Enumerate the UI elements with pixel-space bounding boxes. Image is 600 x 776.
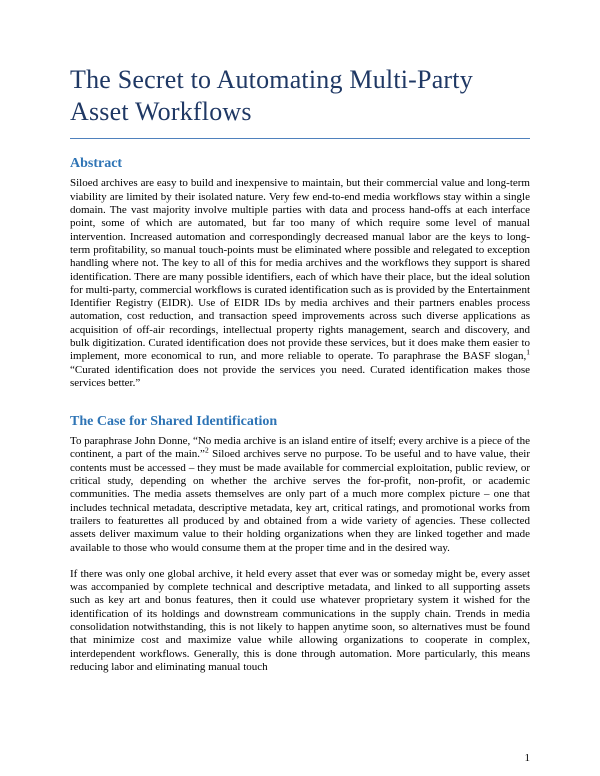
page-number: 1 xyxy=(524,752,530,764)
case-paragraph-2: If there was only one global archive, it held every asset that ever was or someday might be, every asset was accompanied by complete technical and descriptive metadata, and linked to all supporting assets such as key art and bonus features, then it could use whatever proprietary system it wished for the identification of its holdings and downstream communications in the supply chain. Trends in media consolidation notwithstanding, this is not likely to happen anytime soon, so alternatives must be found that minimize cost and maximize value while allowing organizations to cooperate in complex, interdependent workflows. Generally, this is done through automation. More particularly, this means reducing labor and eliminating manual touch xyxy=(70,567,530,673)
abstract-heading: Abstract xyxy=(70,156,123,172)
footnote-ref-1: 1 xyxy=(526,347,530,357)
footnote-ref-2: 2 xyxy=(204,445,209,455)
case-paragraph-1-text-continued: Siloed archives serve no purpose. To be useful and to have value, their contents must be accessed – they must be made available for commercial exploitation, public review, or critical study, depending on whether the archive serves the for-profit, non-profit, or academic communities. The media assets themselves are only part of a much more complex picture – one that includes technical metadata, descriptive metadata, key art, critical ratings, and promotional works from trailers to featurettes all produced by and obtained from a wide variety of agencies. These collected assets deliver maximum value to their holding organizations when they are linked together and made available to those who would consume them at the proper time and in the desired way. xyxy=(70,448,530,554)
document-title: The Secret to Automating Multi-Party Asset Workflows xyxy=(70,65,473,126)
title-divider xyxy=(70,138,530,139)
case-for-shared-identification-heading: The Case for Shared Identification xyxy=(70,414,278,430)
abstract-text-continued: “Curated identification does not provide the services you need. Curated identification makes those services better.” xyxy=(70,363,530,389)
case-paragraph-1-text: To paraphrase John Donne, “No media archive is an island entire of itself; every archive is a piece of the continent, a part of the main.” xyxy=(70,435,530,461)
abstract-paragraph xyxy=(70,177,530,390)
case-paragraph-1 xyxy=(70,435,530,555)
abstract-text: Siloed archives are easy to build and inexpensive to maintain, but their commercial value and long-term viability are limited by their isolated nature. Very few end-to-end media workflows stay within a single domain. The vast majority involve multiple parties with data and process hand-offs at each interface point, some of which are automated, but far too many of which require some level of manual intervention. Increased automation and correspondingly decreased manual labor are the keys to long-term profitability, so manual touch-points must be eliminated where possible and relegated to exception handling where not. The key to all of this for media archives and the workflows they support is shared identification. There are many possible identifiers, each of which have their place, but the ideal solution for multi-party, commercial workflows is curated identification such as is provided by the Entertainment Identifier Registry (EIDR). Use of EIDR IDs by media archives and their partners enables process automation, cost reduction, and transaction speed improvements across such diverse applications as acquisition of off-air recordings, intellectual property rights management, search and discovery, and bulk digitization. Curated identification does not provide these services, but it does make them easier to implement, more economical to run, and more reliable to operate. To paraphrase the BASF slogan, xyxy=(70,177,530,363)
